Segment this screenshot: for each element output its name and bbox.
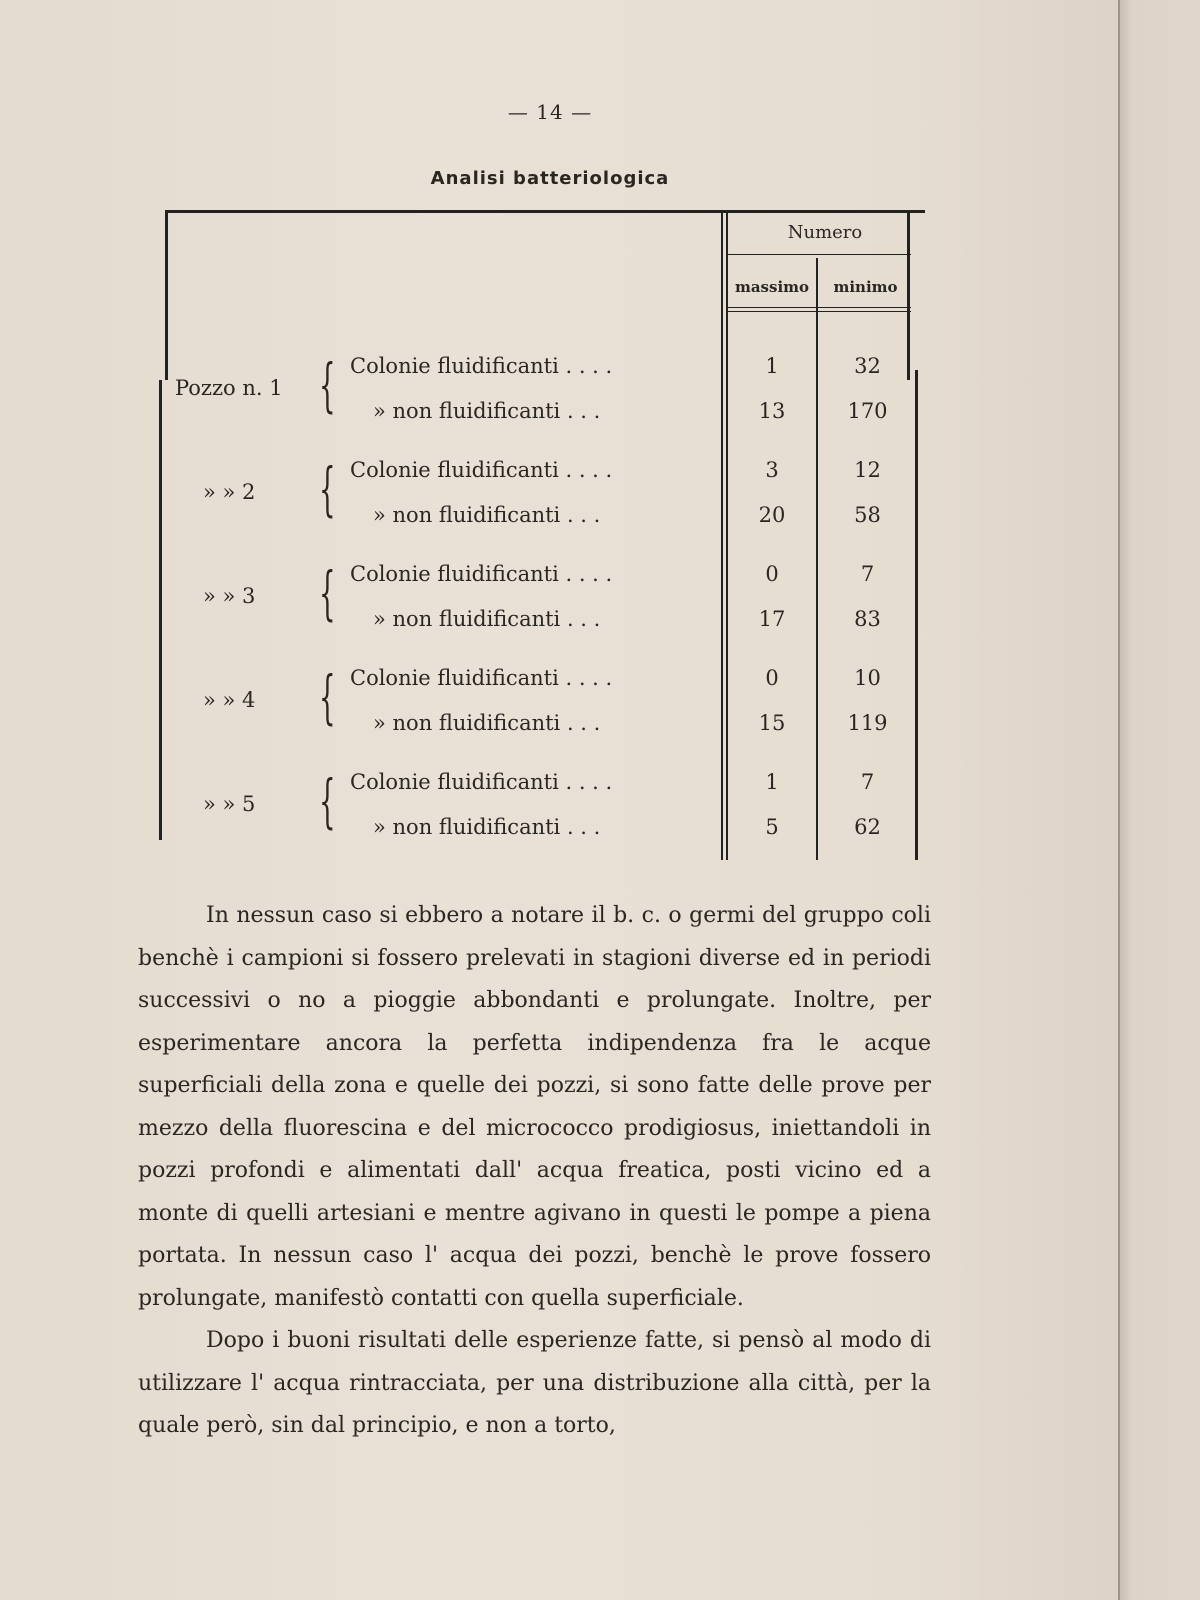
row-label-fluidificanti: Colonie fluidificanti . . . . (350, 666, 613, 690)
body-text (138, 895, 931, 1448)
value-massimo: 3 (765, 458, 779, 482)
adjacent-page-edge (1118, 0, 1200, 1600)
brace: { (319, 455, 336, 523)
table-row-pozzo-2 (155, 455, 935, 564)
pozzo-label: » » 3 (203, 584, 256, 608)
value-massimo: 20 (758, 503, 786, 527)
header-massimo: massimo (734, 278, 810, 296)
row-label-non-fluidificanti: » non fluidificanti . . . (373, 815, 601, 839)
table-row-pozzo-4 (155, 663, 935, 772)
value-massimo: 13 (758, 399, 786, 423)
value-minimo: 10 (854, 666, 881, 690)
value-minimo: 7 (860, 562, 875, 586)
pozzo-label: » » 4 (203, 688, 256, 712)
header-rule-lower-b (727, 311, 911, 312)
row-label-fluidificanti: Colonie fluidificanti . . . . (350, 354, 613, 378)
value-minimo: 32 (854, 354, 881, 378)
pozzo-label: » » 5 (203, 792, 256, 816)
value-minimo: 7 (860, 770, 875, 794)
row-label-fluidificanti: Colonie fluidificanti . . . . (350, 770, 613, 794)
brace: { (319, 351, 336, 419)
value-massimo: 5 (765, 815, 779, 839)
paragraph-2: Dopo i buoni risultati delle esperienze fatte, si pensò al modo di utilizzare l' acqua rintracciata, per una distribuzione alla città, per la quale però, sin dal principio, e non a torto, (138, 1328, 931, 1438)
row-label-fluidificanti: Colonie fluidificanti . . . . (350, 562, 613, 586)
value-massimo: 0 (765, 562, 779, 586)
value-minimo: 58 (854, 503, 881, 527)
value-massimo: 1 (765, 354, 779, 378)
table-row-pozzo-1 (155, 351, 935, 460)
value-minimo: 170 (847, 399, 888, 423)
brace: { (319, 559, 336, 627)
pozzo-label: » » 2 (203, 480, 256, 504)
value-minimo: 12 (854, 458, 881, 482)
header-rule-upper (727, 254, 911, 255)
table-row-pozzo-5 (155, 767, 935, 876)
section-title: Analisi batteriologica (430, 168, 670, 189)
row-label-non-fluidificanti: » non fluidificanti . . . (373, 607, 601, 631)
pozzo-label: Pozzo n. 1 (175, 376, 283, 400)
value-minimo: 119 (847, 711, 888, 735)
paragraph-1: In nessun caso si ebbero a notare il b. c. o germi del gruppo coli benchè i campioni si fossero prelevati in stagioni diverse ed in periodi successivi o no a pioggie abbondanti e prolungate. Inoltre, per esperimentare ancora la perfetta indipendenza fra le acque superficiali della zona e quelle dei pozzi, si sono fatte delle prove per mezzo della fluorescina e del micrococco prodigiosus, iniettandoli in pozzi profondi e alimentati dall' acqua freatica, posti vicino ed a monte di quelli artesiani e mentre agivano in questi le pompe a piena portata. In nessun caso l' acqua dei pozzi, benchè le prove fossero prolungate, manifestò contatti con quella superficiale. (138, 903, 931, 1311)
table-row-pozzo-3 (155, 559, 935, 668)
row-label-non-fluidificanti: » non fluidificanti . . . (373, 711, 601, 735)
value-massimo: 1 (765, 770, 779, 794)
page-number: — 14 — (507, 100, 593, 124)
row-label-non-fluidificanti: » non fluidificanti . . . (373, 399, 601, 423)
row-label-fluidificanti: Colonie fluidificanti . . . . (350, 458, 613, 482)
table-top-rule (167, 210, 925, 213)
table-left-border-upper (165, 210, 168, 380)
value-minimo: 62 (854, 815, 881, 839)
brace: { (319, 767, 336, 835)
value-massimo: 15 (758, 711, 786, 735)
bacteriological-table (155, 210, 935, 862)
value-massimo: 17 (758, 607, 786, 631)
brace: { (319, 663, 336, 731)
value-minimo: 83 (854, 607, 881, 631)
header-rule-lower-a (727, 307, 911, 308)
value-massimo: 0 (765, 666, 779, 690)
header-numero: Numero (787, 222, 863, 243)
header-minimo: minimo (833, 278, 898, 296)
row-label-non-fluidificanti: » non fluidificanti . . . (373, 503, 601, 527)
